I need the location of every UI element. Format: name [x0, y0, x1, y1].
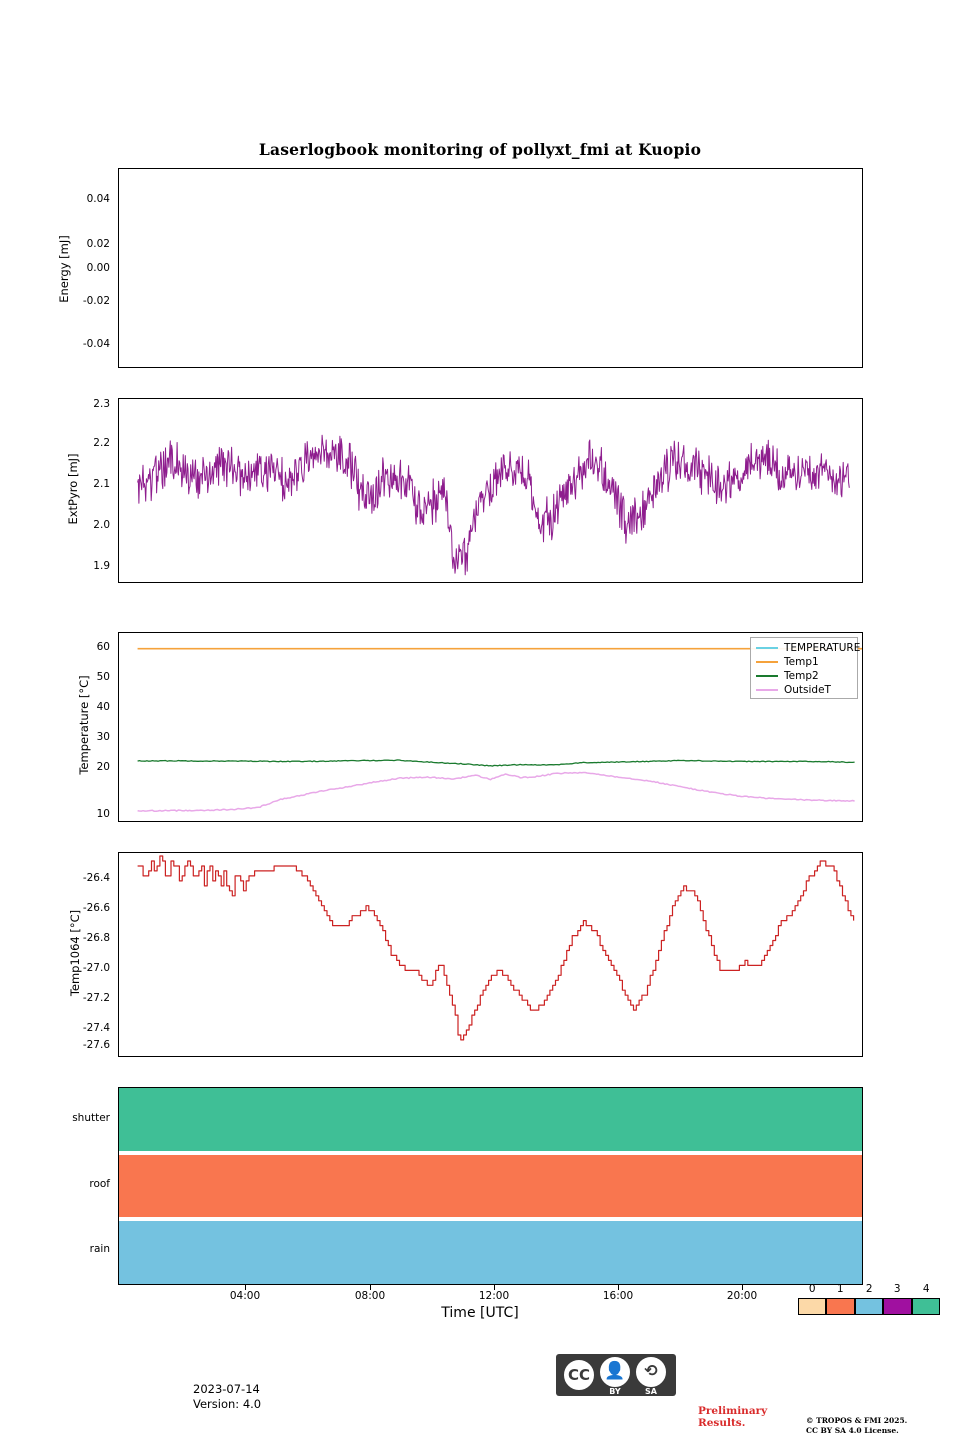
legend-label-temp1: Temp1 [784, 656, 819, 668]
ytick-temperature-4: 20 [96, 761, 110, 773]
cc-by-label: BY [609, 1387, 621, 1396]
ytick-extpyro-4: 1.9 [93, 560, 110, 572]
status-row-label-shutter: shutter [72, 1112, 110, 1124]
ytick-temp1064-2: -26.8 [82, 932, 110, 944]
panel-energy [118, 168, 863, 368]
preliminary-note [698, 1405, 767, 1429]
axis-label-extpyro: ExtPyro [mJ] [66, 453, 80, 525]
xtickmark-3 [618, 1285, 619, 1290]
footer-date: 2023-07-14 [193, 1382, 260, 1396]
cc-mark-label: CC [567, 1366, 591, 1384]
xtick-0: 04:00 [229, 1290, 261, 1302]
legend-item-temp2 [756, 669, 852, 683]
legend-label-temp2: Temp2 [784, 670, 819, 682]
colorbar-cell-1 [826, 1298, 854, 1315]
xtick-1: 08:00 [354, 1290, 386, 1302]
cc-license-badge [556, 1354, 676, 1396]
ytick-energy-3: -0.02 [82, 295, 110, 307]
preliminary-line-1: Preliminary [698, 1405, 768, 1417]
colorbar-tick-0: 0 [808, 1283, 816, 1295]
axis-label-temperature: Temperature [°C] [77, 675, 91, 775]
xtick-3: 16:00 [602, 1290, 634, 1302]
legend-label-temperature: TEMPERATURE [784, 642, 861, 654]
legend-item-outsidet [756, 683, 852, 697]
xtick-4: 20:00 [726, 1290, 758, 1302]
temperature-legend [750, 637, 861, 699]
xtickmark-0 [245, 1285, 246, 1290]
xtickmark-2 [494, 1285, 495, 1290]
ytick-temperature-1: 50 [96, 671, 110, 683]
colorbar-tick-2: 2 [865, 1283, 873, 1295]
page-title: Laserlogbook monitoring of pollyxt_fmi at Kuopio [258, 140, 702, 159]
panel-extpyro [118, 398, 863, 583]
colorbar-cell-4 [912, 1298, 940, 1315]
ytick-energy-1: 0.02 [86, 238, 110, 250]
axis-label-temp1064: Temp1064 [°C] [68, 909, 82, 997]
ytick-temp1064-5: -27.4 [82, 1022, 110, 1034]
cc-by-person-glyph: 👤 [604, 1361, 626, 1381]
legend-swatch-temp2 [756, 675, 778, 678]
ytick-energy-2: 0.00 [86, 262, 110, 274]
xtickmark-4 [742, 1285, 743, 1290]
colorbar-tick-4: 4 [922, 1283, 930, 1295]
preliminary-line-2: Results. [698, 1417, 746, 1429]
ytick-temp1064-6: -27.6 [82, 1039, 110, 1051]
colorbar-cell-3 [883, 1298, 911, 1315]
status-row-label-rain: rain [89, 1243, 110, 1255]
ytick-extpyro-0: 2.3 [93, 398, 110, 410]
ytick-extpyro-1: 2.2 [93, 437, 110, 449]
xtickmark-1 [370, 1285, 371, 1290]
legend-swatch-temp1 [756, 661, 778, 664]
ytick-temp1064-0: -26.4 [82, 872, 110, 884]
legend-label-outsidet: OutsideT [784, 684, 831, 696]
ytick-energy-0: 0.04 [86, 193, 110, 205]
cc-sa-label: SA [645, 1387, 657, 1396]
footer-date-block [193, 1382, 261, 1412]
legend-swatch-outsidet [756, 689, 778, 692]
colorbar-tick-3: 3 [893, 1283, 901, 1295]
ytick-temp1064-1: -26.6 [82, 902, 110, 914]
status-band-shutter [119, 1088, 862, 1151]
axis-label-time: Time [UTC] [441, 1305, 519, 1321]
ytick-temperature-3: 30 [96, 731, 110, 743]
ytick-temperature-2: 40 [96, 701, 110, 713]
footer-version: Version: 4.0 [193, 1397, 262, 1411]
status-bands [119, 1088, 862, 1284]
xtick-2: 12:00 [478, 1290, 510, 1302]
ytick-temperature-5: 10 [96, 808, 110, 820]
colorbar-tick-1: 1 [836, 1283, 844, 1295]
status-band-rain [119, 1221, 862, 1284]
ytick-temperature-0: 60 [96, 641, 110, 653]
legend-swatch-temperature [756, 647, 778, 650]
legend-item-temperature [756, 641, 861, 655]
ytick-temp1064-3: -27.0 [82, 962, 110, 974]
cc-sa-arrow-glyph: ⟲ [644, 1361, 658, 1380]
colorbar-cell-2 [855, 1298, 883, 1315]
ytick-extpyro-3: 2.0 [93, 519, 110, 531]
status-band-roof [119, 1155, 862, 1218]
ytick-temp1064-4: -27.2 [82, 992, 110, 1004]
copyright-note [806, 1416, 907, 1435]
ytick-energy-4: -0.04 [82, 338, 110, 350]
legend-item-temp1 [756, 655, 852, 669]
colorbar-cell-0 [798, 1298, 826, 1315]
status-row-label-roof: roof [89, 1178, 110, 1190]
panel-temp1064 [118, 852, 863, 1057]
ytick-extpyro-2: 2.1 [93, 478, 110, 490]
copyright-line-2: CC BY SA 4.0 License. [806, 1425, 899, 1435]
copyright-line-1: © TROPOS & FMI 2025. [806, 1416, 908, 1425]
status-colorbar [798, 1298, 940, 1315]
axis-label-energy: Energy [mJ] [57, 235, 71, 303]
